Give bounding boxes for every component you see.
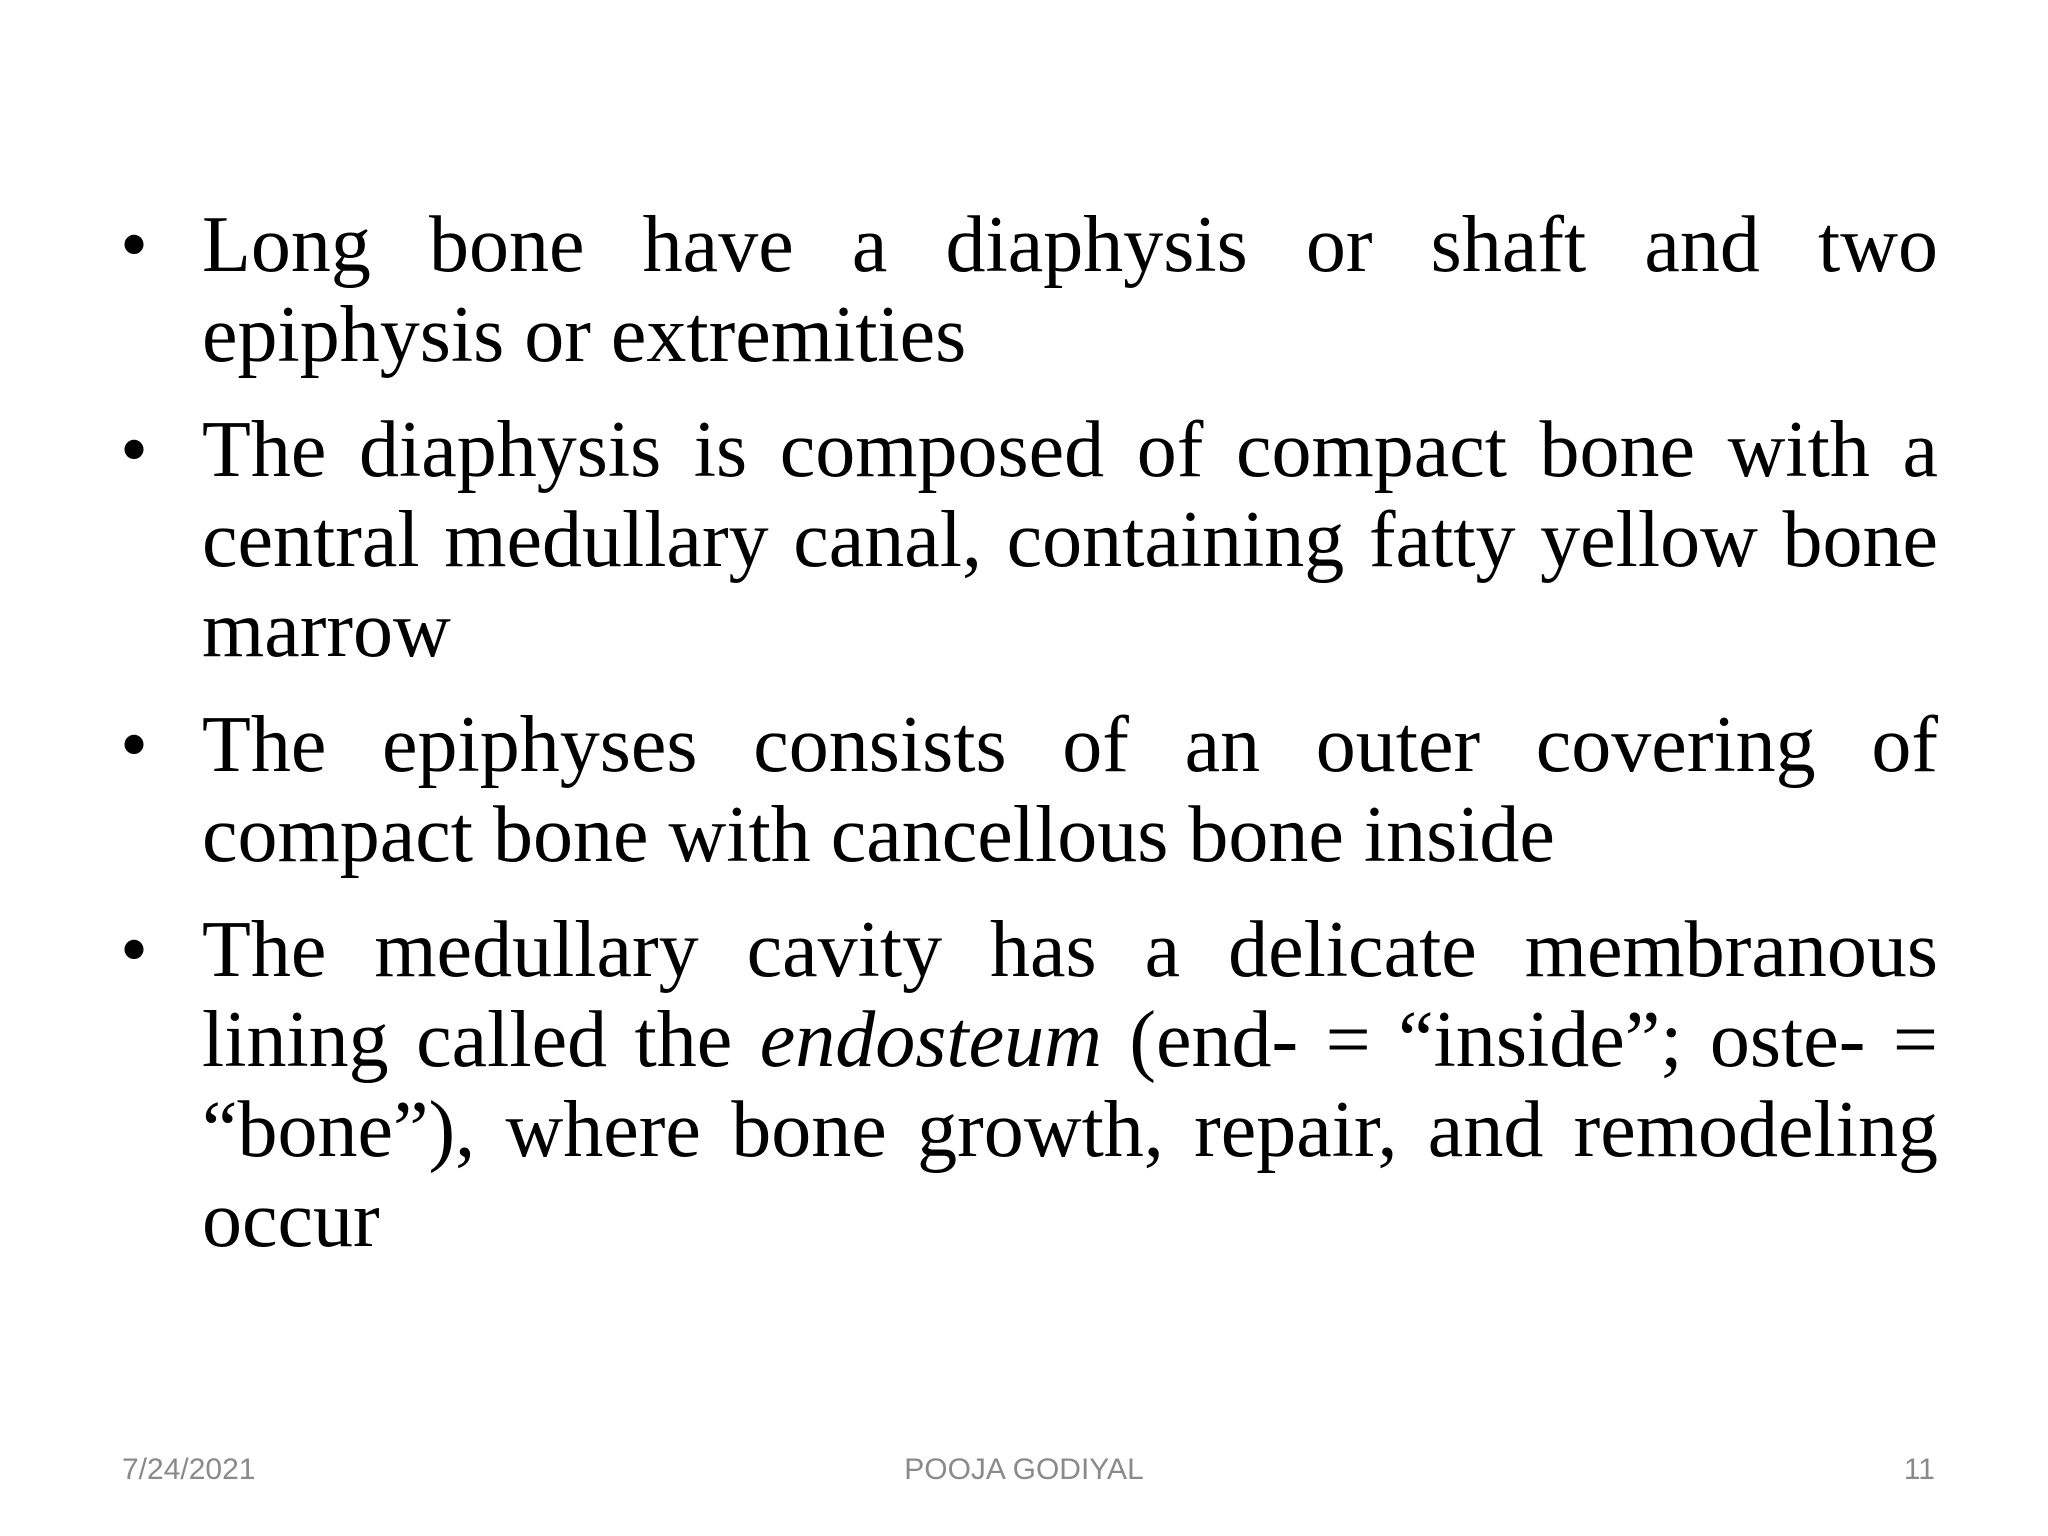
- bullet-text: Long bone have a diaphysis or shaft and two epiphysis or extremities: [202, 201, 1938, 379]
- bullet-item-epiphyses: [120, 700, 1938, 880]
- bullet-text: [202, 906, 1938, 1264]
- bullet-text: The diaphysis is composed of compact bone with a central medullary canal, containing fatty yellow bone marrow: [202, 406, 1938, 674]
- bullet-icon: •: [120, 701, 149, 789]
- bullet-item-medullary-cavity: [120, 905, 1938, 1265]
- bullet-icon: •: [120, 406, 149, 494]
- bullet-text-end: (end- = “inside”; oste- = “bone”), where bone growth, repair, and remodeling occur: [202, 996, 1938, 1264]
- bullet-list: [120, 200, 1938, 1265]
- endosteum-term: endosteum: [759, 996, 1102, 1084]
- bullet-item-diaphysis: [120, 405, 1938, 675]
- footer-author: POOJA GODIYAL: [904, 1453, 1144, 1486]
- slide-body: [120, 200, 1938, 1290]
- bullet-icon: •: [120, 201, 149, 289]
- bullet-item-long-bone: [120, 200, 1938, 380]
- bullet-icon: •: [120, 906, 149, 994]
- bullet-text-start: The medullary cavity has a delicate membranous lining called the: [202, 906, 1938, 1084]
- footer-date: 7/24/2021: [122, 1453, 256, 1486]
- bullet-text: The epiphyses consists of an outer covering of compact bone with cancellous bone inside: [202, 701, 1938, 879]
- slide-number: 11: [1903, 1453, 1935, 1486]
